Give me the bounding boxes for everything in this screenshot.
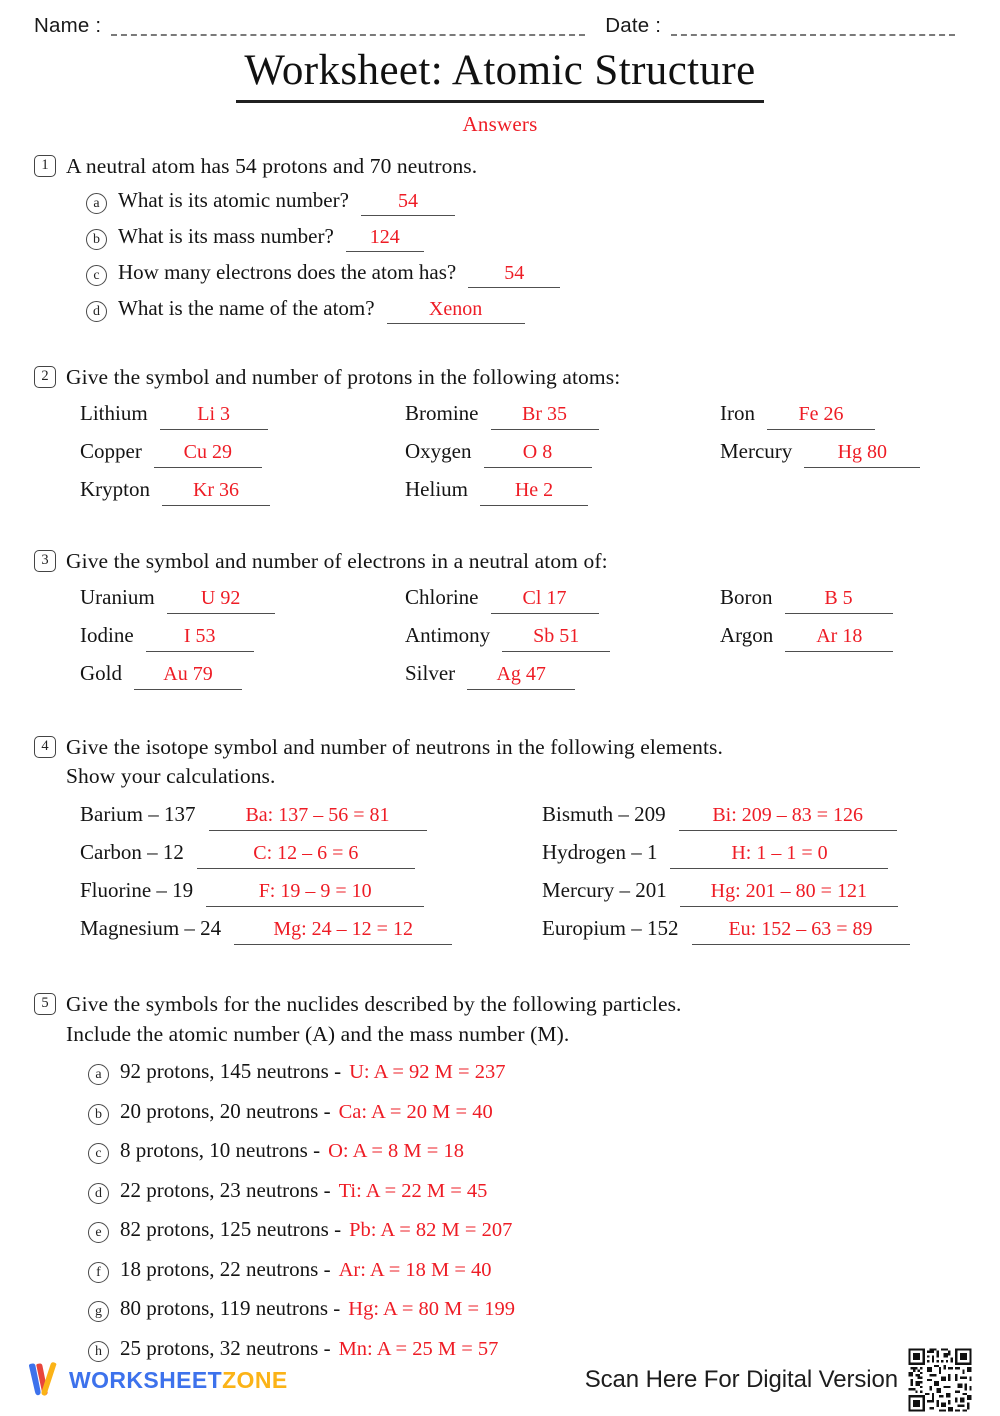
isotope-label: Carbon – 12 <box>80 840 184 865</box>
isotope-entry <box>80 916 542 954</box>
question-1 <box>34 152 966 182</box>
date-label: Date : <box>605 14 662 37</box>
isotope-answer[interactable]: Bi: 209 – 83 = 126 <box>679 804 897 831</box>
question-number-badge: 5 <box>34 993 56 1015</box>
question-number-badge: 2 <box>34 366 56 388</box>
element-entry <box>405 439 720 477</box>
question-number-badge: 3 <box>34 550 56 572</box>
element-answer[interactable]: Hg 80 <box>804 441 920 468</box>
nuclide-question: 82 protons, 125 neutrons - <box>120 1217 342 1242</box>
sub-item-a <box>86 188 966 224</box>
isotope-label: Europium – 152 <box>542 916 679 941</box>
element-answer[interactable]: Ag 47 <box>467 663 575 690</box>
element-entry-empty <box>720 477 966 515</box>
element-label: Chlorine <box>405 584 479 609</box>
element-entry <box>405 401 720 439</box>
element-answer[interactable]: He 2 <box>480 479 588 506</box>
element-answer[interactable]: Ar 18 <box>785 625 893 652</box>
nuclide-answer[interactable]: Pb: A = 82 M = 207 <box>349 1219 513 1242</box>
element-answer[interactable]: Au 79 <box>134 663 242 690</box>
sub-letter-c: c <box>88 1143 109 1164</box>
element-entry <box>720 401 966 439</box>
element-entry <box>80 477 405 515</box>
question-number-badge: 4 <box>34 736 56 758</box>
nuclide-answer[interactable]: Hg: A = 80 M = 199 <box>348 1298 515 1321</box>
answer-1c[interactable]: 54 <box>468 263 560 288</box>
element-label: Copper <box>80 439 142 464</box>
brand-zone-text: ZONE <box>222 1366 288 1393</box>
question-4-prompt-line2: Show your calculations. <box>66 764 276 789</box>
element-entry <box>720 623 966 661</box>
isotope-answer[interactable]: Ba: 137 – 56 = 81 <box>209 804 427 831</box>
element-label: Bromine <box>405 401 479 426</box>
date-input-line[interactable] <box>671 34 955 36</box>
sub-letter-a: a <box>86 193 107 214</box>
sub-item-c <box>86 260 966 296</box>
element-label: Silver <box>405 660 456 685</box>
element-answer[interactable]: Li 3 <box>160 403 268 430</box>
nuclide-item <box>88 1296 966 1336</box>
qr-code-icon[interactable] <box>906 1346 974 1414</box>
element-entry-empty <box>720 661 966 699</box>
name-label: Name : <box>34 14 102 37</box>
element-entry <box>80 585 405 623</box>
sub-question-b: What is its mass number? <box>118 224 334 249</box>
element-label: Boron <box>720 584 773 609</box>
isotope-label: Fluorine – 19 <box>80 878 194 903</box>
sub-question-c: How many electrons does the atom has? <box>118 260 457 285</box>
nuclide-answer[interactable]: Mn: A = 25 M = 57 <box>338 1337 499 1360</box>
scan-label: Scan Here For Digital Version <box>584 1366 898 1393</box>
nuclide-answer[interactable]: Ti: A = 22 M = 45 <box>338 1179 488 1202</box>
isotope-entry <box>80 878 542 916</box>
isotope-label: Barium – 137 <box>80 802 196 827</box>
element-answer[interactable]: I 53 <box>146 625 254 652</box>
question-2-element-grid <box>80 401 966 515</box>
page-title: Worksheet: Atomic Structure <box>236 46 763 103</box>
element-entry <box>80 439 405 477</box>
element-entry <box>405 477 720 515</box>
nuclide-item <box>88 1138 966 1178</box>
element-entry <box>80 623 405 661</box>
isotope-answer[interactable]: H: 1 – 1 = 0 <box>670 842 888 869</box>
question-4-prompt-line1: Give the isotope symbol and number of neutrons in the following elements. <box>66 734 723 759</box>
sub-question-d: What is the name of the atom? <box>118 296 375 321</box>
nuclide-question: 8 protons, 10 neutrons - <box>120 1138 321 1163</box>
nuclide-question: 92 protons, 145 neutrons - <box>120 1059 342 1084</box>
nuclide-item <box>88 1059 966 1099</box>
nuclide-answer[interactable]: Ca: A = 20 M = 40 <box>338 1100 493 1123</box>
isotope-label: Magnesium – 24 <box>80 916 222 941</box>
nuclide-answer[interactable]: U: A = 92 M = 237 <box>349 1061 506 1084</box>
sub-question-a: What is its atomic number? <box>118 188 349 213</box>
question-4-isotope-grid <box>80 802 966 954</box>
answers-tag: Answers <box>462 111 538 136</box>
question-5-nuclide-list <box>88 1059 966 1375</box>
element-entry <box>720 585 966 623</box>
element-answer[interactable]: Br 35 <box>491 403 599 430</box>
nuclide-answer[interactable]: Ar: A = 18 M = 40 <box>338 1258 492 1281</box>
isotope-label: Hydrogen – 1 <box>542 840 658 865</box>
element-label: Iodine <box>80 622 134 647</box>
element-answer[interactable]: Sb 51 <box>502 625 610 652</box>
element-entry <box>405 585 720 623</box>
element-answer[interactable]: Kr 36 <box>162 479 270 506</box>
question-5 <box>34 990 966 1049</box>
answer-1d[interactable]: Xenon <box>387 299 525 324</box>
question-5-prompt-line1: Give the symbols for the nuclides described by the following particles. <box>66 992 682 1017</box>
element-label: Helium <box>405 477 468 502</box>
nuclide-item <box>88 1178 966 1218</box>
isotope-label: Mercury – 201 <box>542 878 667 903</box>
isotope-entry <box>542 840 966 878</box>
nuclide-item <box>88 1217 966 1257</box>
answer-1a[interactable]: 54 <box>361 191 455 216</box>
element-label: Oxygen <box>405 439 472 464</box>
title-block <box>34 46 966 103</box>
brand-worksheet-text: WORKSHEET <box>69 1366 223 1393</box>
question-3-element-grid <box>80 585 966 699</box>
element-label: Antimony <box>405 622 491 647</box>
scan-block <box>585 1346 974 1414</box>
element-answer[interactable]: Fe 26 <box>767 403 875 430</box>
worksheet-zone-logo-icon <box>26 1362 60 1398</box>
element-answer[interactable]: Cl 17 <box>491 587 599 614</box>
isotope-answer[interactable]: Eu: 152 – 63 = 89 <box>692 918 910 945</box>
question-3 <box>34 547 966 577</box>
sub-letter-b: b <box>86 229 107 250</box>
element-entry <box>80 661 405 699</box>
isotope-answer[interactable]: Hg: 201 – 80 = 121 <box>680 880 898 907</box>
footer <box>0 1344 1000 1416</box>
nuclide-question: 20 protons, 20 neutrons - <box>120 1098 331 1123</box>
nuclide-question: 80 protons, 119 neutrons - <box>120 1296 341 1321</box>
question-2-prompt: Give the symbol and number of protons in the following atoms: <box>66 365 621 390</box>
answer-1b[interactable]: 124 <box>346 227 424 252</box>
question-number-badge: 1 <box>34 155 56 177</box>
name-input-line[interactable] <box>111 34 585 36</box>
element-entry <box>405 623 720 661</box>
element-answer[interactable]: U 92 <box>167 587 275 614</box>
brand-logo[interactable] <box>26 1362 288 1398</box>
element-answer[interactable]: B 5 <box>785 587 893 614</box>
sub-letter-e: e <box>88 1222 109 1243</box>
sub-letter-b: b <box>88 1104 109 1125</box>
isotope-answer[interactable]: C: 12 – 6 = 6 <box>197 842 415 869</box>
sub-letter-d: d <box>88 1183 109 1204</box>
element-answer[interactable]: Cu 29 <box>154 441 262 468</box>
question-1-subitems <box>86 188 966 332</box>
isotope-label: Bismuth – 209 <box>542 802 666 827</box>
isotope-answer[interactable]: Mg: 24 – 12 = 12 <box>234 918 452 945</box>
sub-letter-c: c <box>86 265 107 286</box>
element-label: Lithium <box>80 401 148 426</box>
element-label: Krypton <box>80 477 150 502</box>
sub-letter-h: h <box>88 1341 109 1362</box>
nuclide-item <box>88 1099 966 1139</box>
element-entry <box>405 661 720 699</box>
element-entry <box>720 439 966 477</box>
sub-letter-f: f <box>88 1262 109 1283</box>
question-5-prompt-line2: Include the atomic number (A) and the mass number (M). <box>66 1021 570 1046</box>
sub-item-b <box>86 224 966 260</box>
sub-letter-a: a <box>88 1064 109 1085</box>
element-label: Argon <box>720 622 774 647</box>
element-label: Iron <box>720 401 755 426</box>
element-label: Uranium <box>80 584 155 609</box>
nuclide-question: 25 protons, 32 neutrons - <box>120 1335 331 1360</box>
isotope-entry <box>542 802 966 840</box>
isotope-entry <box>542 916 966 954</box>
element-label: Gold <box>80 660 122 685</box>
isotope-entry <box>542 878 966 916</box>
element-answer[interactable]: O 8 <box>484 441 592 468</box>
nuclide-item <box>88 1257 966 1297</box>
name-date-row <box>34 0 966 40</box>
isotope-answer[interactable]: F: 19 – 9 = 10 <box>206 880 424 907</box>
nuclide-question: 18 protons, 22 neutrons - <box>120 1256 331 1281</box>
isotope-entry <box>80 802 542 840</box>
question-1-prompt: A neutral atom has 54 protons and 70 neutrons. <box>66 153 478 178</box>
question-3-prompt: Give the symbol and number of electrons in a neutral atom of: <box>66 549 608 574</box>
isotope-entry <box>80 840 542 878</box>
brand-wordmark <box>69 1367 288 1394</box>
nuclide-question: 22 protons, 23 neutrons - <box>120 1177 331 1202</box>
question-4 <box>34 733 966 792</box>
sub-letter-d: d <box>86 301 107 322</box>
sub-item-d <box>86 296 966 332</box>
question-2 <box>34 363 966 393</box>
sub-letter-g: g <box>88 1301 109 1322</box>
nuclide-answer[interactable]: O: A = 8 M = 18 <box>328 1140 464 1163</box>
element-label: Mercury <box>720 439 793 464</box>
element-entry <box>80 401 405 439</box>
